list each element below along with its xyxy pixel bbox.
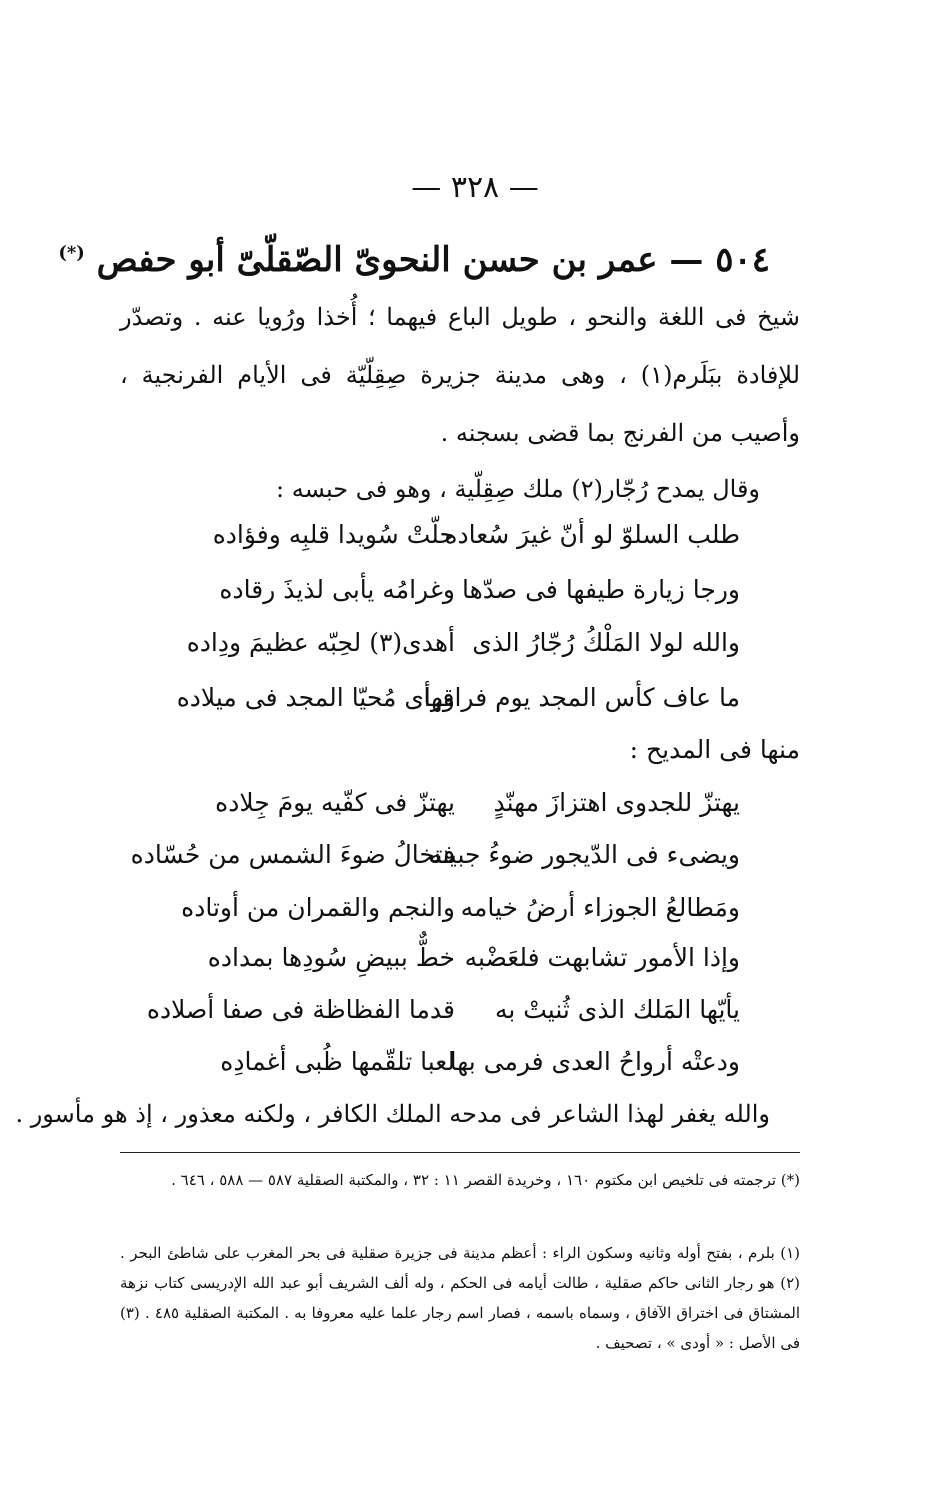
verse-row [200, 943, 740, 995]
verse-first-hemistich: ورجا زيارة طيفها فى صدّها [462, 575, 740, 604]
verse-first-hemistich: ومَطالعُ الجوزاء أرضُ خيامه [460, 893, 740, 922]
verse-first-hemistich: والله لولا المَلْكُ رُجّارُ الذى [472, 628, 740, 657]
verse-second-hemistich: ورأى مُحيّا المجد فى ميلاده [176, 683, 455, 712]
verse-second-hemistich: وغرامُه يأبى لذيذَ رقاده [219, 575, 455, 604]
verse-second-hemistich: والنجم والقمران من أوتاده [181, 893, 455, 922]
entry-footnote-marker: (*) [58, 242, 85, 264]
verse-second-hemistich: فتخالُ ضوءَ الشمس من حُسّاده [130, 840, 455, 869]
footnote-star: (*) ترجمته فى تلخيص ابن مكتوم ١٦٠ ، وخريدة القصر ١١ : ٣٢ ، والمكتبة الصقلية ٥٨٧ — ٥٨٨ ، ٦٤٦ . [171, 1171, 800, 1189]
verse-first-hemistich: وإذا الأمور تشابهت فلعَضْبه [464, 943, 740, 972]
verse-row [200, 788, 740, 840]
verse-first-hemistich: ويضىء فى الدّيجور ضوءُ جبينه [428, 840, 740, 869]
verse-first-hemistich: يأيّها المَلك الذى ثُنيتْ به [494, 995, 740, 1024]
verse-second-hemistich: قدما الفظاظة فى صفا أصلاده [146, 995, 455, 1024]
entry-title [58, 240, 770, 280]
verse-second-hemistich: حلّتْ سُويدا قلبِه وفؤاده [212, 520, 455, 549]
closing-remark: والله يغفر لهذا الشاعر فى مدحه الملك الكافر ، ولكنه معذور ، إذ هو مأسور . [15, 1100, 770, 1128]
verse-row [181, 893, 740, 945]
verse-row [186, 628, 740, 680]
poem-intro: وقال يمدح رُجّار(٢) ملك صِقِلّية ، وهو فى حبسه : [276, 475, 760, 503]
verse-second-hemistich: يهتزّ فى كفّيه يومَ جِلاده [215, 788, 455, 817]
verse-row [146, 995, 740, 1047]
footnote-divider [120, 1152, 800, 1153]
verse-first-hemistich: ودعتْه أرواحُ العدى فرمى بها [449, 1047, 740, 1076]
footnote-notes: (١) بلرم ، بفتح أوله وثانيه وسكون الراء : أعظم مدينة فى جزيرة صقلية فى بحر المغرب على شاطئ البحر . (٢) هو رجار الثانى حاكم صقلية ، طالت أيامه فى الحكم ، وله ألف الشريف أبو عبد الله الإدريسى كتاب نزهة المشتاق فى اختراق الآفاق ، وسماه باسمه ، فصار اسم رجار علما عليه معروفا به . المكتبة الصقلية ٤٨٥ . (٣) فى الأصل : « أودى » ، تصحيف . [120, 1244, 800, 1352]
verse-first-hemistich: ما عاف كأس المجد يوم فراقها [423, 683, 740, 712]
verse-row [176, 683, 740, 735]
verse-row [200, 1047, 740, 1099]
entry-title-text: ٥٠٤ — عمر بن حسن النحوىّ الصّقلّىّ أبو حفص [96, 240, 770, 280]
verse-second-hemistich: خطٌّ ببيضِ سُودِها بمداده [207, 943, 455, 972]
verse-first-hemistich: يهتزّ للجدوى اهتزازَ مهنّدٍ [493, 788, 740, 817]
biography-paragraph: شيخ فى اللغة والنحو ، طويل الباع فيهما ؛ أُخذا ورُويا عنه . وتصدّر للإفادة ببَلَرم(١) ، وهى مدينة جزيرة صِقِلّيّة فى الأيام الفرنجية ، وأصيب من الفرنج بما قضى بسجنه . [120, 303, 801, 447]
section-subheading: منها فى المديح : [629, 735, 800, 764]
verse-first-hemistich: طلب السلوّ لو أنّ غيرَ سُعاده [444, 520, 740, 549]
verse-row [200, 520, 740, 572]
verse-second-hemistich: أهدى(٣) لحِبّه عظيمَ ودِاده [186, 628, 455, 657]
page-number: — ٣٢٨ — [411, 170, 539, 205]
verse-second-hemistich: لعبا تلقّمها ظُبى أغمادِه [220, 1047, 455, 1076]
verse-row [130, 840, 740, 892]
verse-row [200, 575, 740, 627]
